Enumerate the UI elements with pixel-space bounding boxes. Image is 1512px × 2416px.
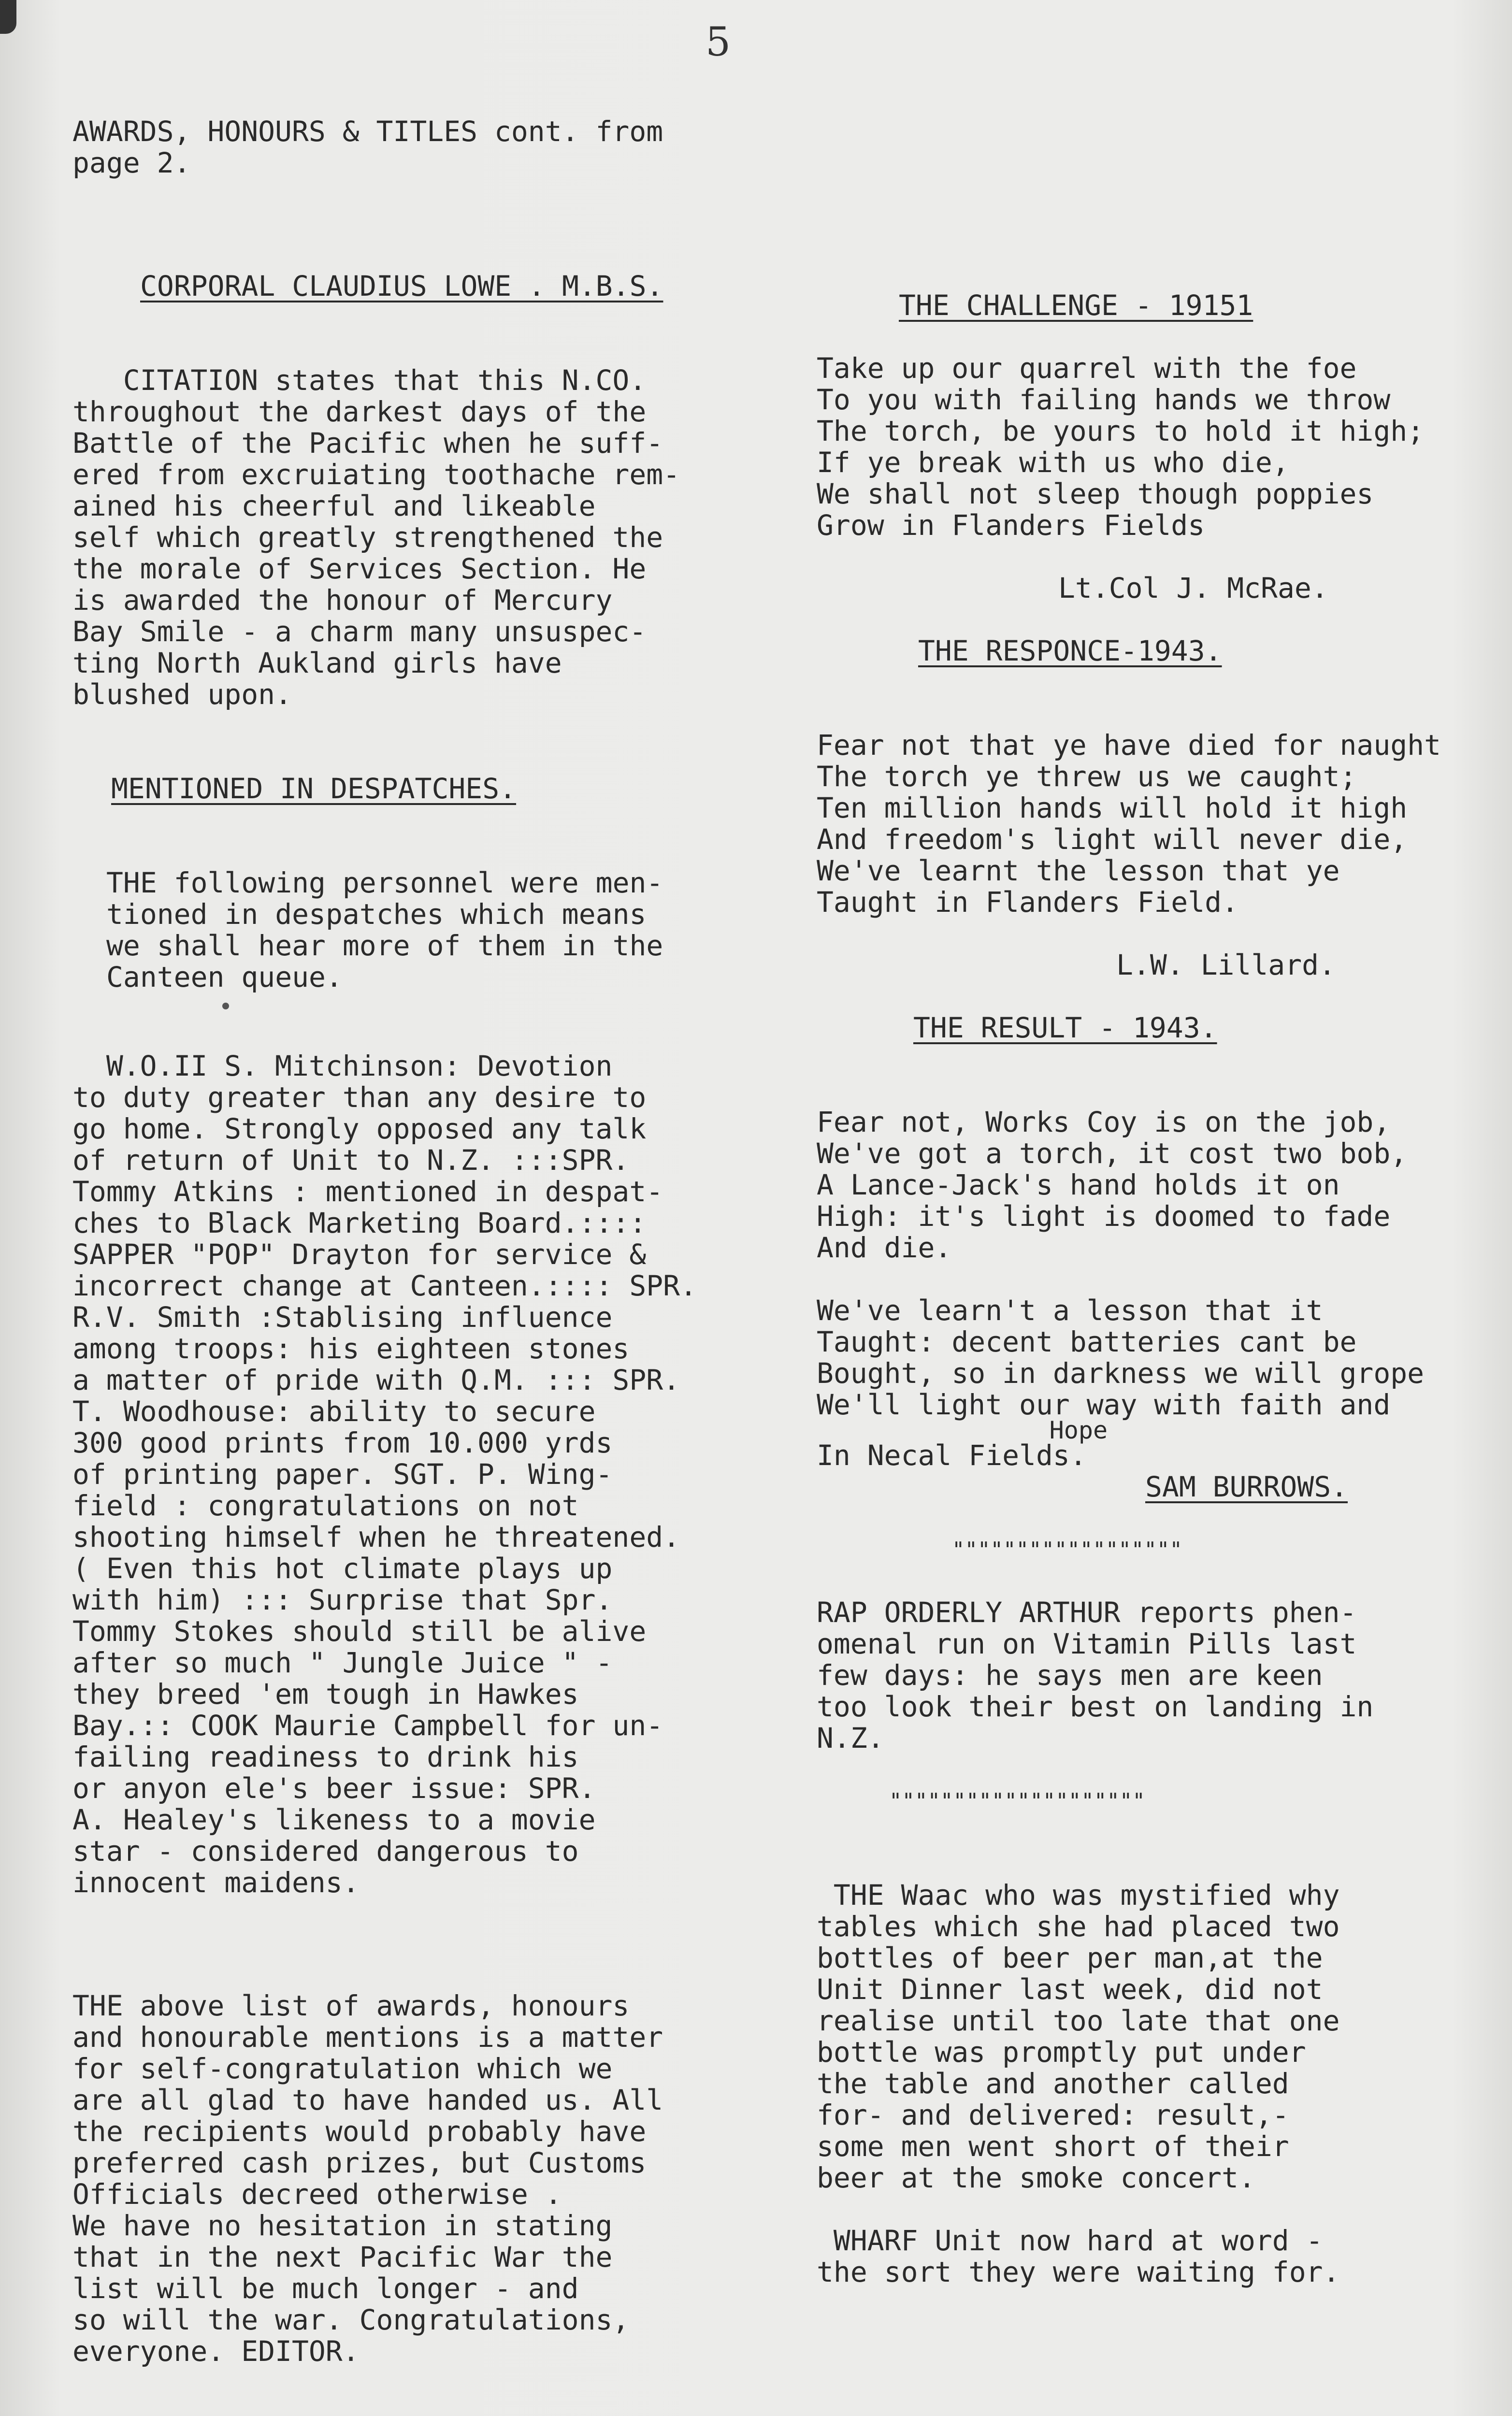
text-line: Unit Dinner last week, did not xyxy=(817,1973,1323,2006)
text-line: THE Waac who was mystified why xyxy=(817,1879,1340,1912)
text-line: that in the next Pacific War the xyxy=(72,2241,613,2273)
text-line: ered from excruiating toothache rem- xyxy=(72,458,680,491)
text-line: Tommy Atkins : mentioned in despat- xyxy=(72,1175,663,1208)
text-line: tables which she had placed two xyxy=(817,1910,1340,1943)
text-line: with him) ::: Surprise that Spr. xyxy=(72,1583,613,1616)
text-line: incorrect change at Canteen.:::: SPR. xyxy=(72,1269,697,1302)
text-line: the table and another called xyxy=(817,2067,1289,2100)
text-line: The torch ye threw us we caught; xyxy=(817,760,1357,793)
text-line: list will be much longer - and xyxy=(72,2272,579,2305)
text-line: Bought, so in darkness we will grope xyxy=(817,1357,1425,1390)
text-line: everyone. EDITOR. xyxy=(72,2335,360,2368)
right-column xyxy=(817,290,1498,2288)
text-line: Taught: decent batteries cant be xyxy=(817,1325,1357,1358)
text-line: bottle was promptly put under xyxy=(817,2036,1306,2069)
text-line: after so much " Jungle Juice " - xyxy=(72,1646,613,1679)
text-line: THE following personnel were men- xyxy=(106,866,663,899)
section-body-despatches-list xyxy=(72,1050,788,1898)
poem-body-responce xyxy=(817,730,1498,918)
poem-body-result-stanza-2 xyxy=(817,1295,1498,1471)
text-line: star - considered dangerous to xyxy=(72,1835,579,1868)
text-line: Take up our quarrel with the foe xyxy=(817,352,1357,385)
page-number: 5 xyxy=(706,19,731,65)
text-line: failing readiness to drink his xyxy=(72,1740,579,1773)
text-line: ( Even this hot climate plays up xyxy=(72,1552,613,1585)
item-rap-orderly xyxy=(817,1597,1498,1754)
intro-heading xyxy=(72,116,788,179)
text-line: we shall hear more of them in the xyxy=(106,929,663,962)
poem-title-responce: THE RESPONCE-1943. xyxy=(918,634,1222,667)
text-line: We've learn't a lesson that it xyxy=(817,1294,1323,1327)
text-line: self which greatly strengthened the xyxy=(72,521,663,554)
text-line: the recipients would probably have xyxy=(72,2115,647,2148)
text-line: Fear not, Works Coy is on the job, xyxy=(817,1106,1391,1138)
section-title-mentioned-in-despatches: MENTIONED IN DESPATCHES. xyxy=(111,772,517,805)
ink-dot xyxy=(222,1003,229,1009)
left-column xyxy=(72,116,788,2367)
text-line: WHARF Unit now hard at word - xyxy=(817,2224,1323,2257)
text-line: We shall not sleep though poppies xyxy=(817,477,1374,510)
text-line: for- and delivered: result,- xyxy=(817,2099,1289,2131)
text-line: ting North Aukland girls have xyxy=(72,647,562,679)
text-line: W.O.II S. Mitchinson: Devotion xyxy=(72,1050,613,1082)
item-wharf-unit xyxy=(817,2225,1498,2288)
text-line: And die. xyxy=(817,1231,952,1264)
text-line: R.V. Smith :Stablising influence xyxy=(72,1301,613,1334)
text-line: N.Z. xyxy=(817,1722,884,1754)
text-line: field : congratulations on not xyxy=(72,1489,579,1522)
text-line: blushed upon. xyxy=(72,678,292,711)
section-title-corporal-lowe: CORPORAL CLAUDIUS LOWE . M.B.S. xyxy=(140,270,663,302)
text-line: RAP ORDERLY ARTHUR reports phen- xyxy=(817,1596,1357,1629)
text-line: We've learnt the lesson that ye xyxy=(817,854,1340,887)
text-line: for self-congratulation which we xyxy=(72,2052,613,2085)
text-line: and honourable mentions is a matter xyxy=(72,2021,663,2054)
text-line: of return of Unit to N.Z. :::SPR. xyxy=(72,1144,630,1177)
text-line: few days: he says men are keen xyxy=(817,1659,1323,1692)
text-line: CITATION states that this N.CO. xyxy=(72,364,647,397)
separator-quotes: """""""""""""""""""" xyxy=(889,1789,1145,1813)
text-line: Taught in Flanders Field. xyxy=(817,886,1238,919)
text-line: beer at the smoke concert. xyxy=(817,2161,1255,2194)
text-line: some men went short of their xyxy=(817,2130,1289,2163)
text-line: or anyon ele's beer issue: SPR. xyxy=(72,1772,596,1805)
section-body-editor-note xyxy=(72,1990,788,2367)
text-line: Bay Smile - a charm many unsuspec- xyxy=(72,615,647,648)
text-line: among troops: his eighteen stones xyxy=(72,1332,630,1365)
text-line: Canteen queue. xyxy=(106,961,343,993)
text-line: High: it's light is doomed to fade xyxy=(817,1200,1391,1233)
text-line: The torch, be yours to hold it high; xyxy=(817,415,1425,447)
poem-body-challenge xyxy=(817,353,1498,541)
text-line: Bay.:: COOK Maurie Campbell for un- xyxy=(72,1709,663,1742)
text-line: ained his cheerful and likeable xyxy=(72,489,596,522)
text-line: are all glad to have handed us. All xyxy=(72,2084,663,2116)
text-line: bottles of beer per man,at the xyxy=(817,1941,1323,1974)
text-line: Grow in Flanders Fields xyxy=(817,509,1205,542)
text-line: A Lance-Jack's hand holds it on xyxy=(817,1168,1340,1201)
text-line: go home. Strongly opposed any talk xyxy=(72,1112,647,1145)
corner-staple-mark xyxy=(0,0,16,34)
text-line: To you with failing hands we throw xyxy=(817,383,1391,416)
text-line: 300 good prints from 10.000 yrds xyxy=(72,1426,613,1459)
poem-title-challenge: THE CHALLENGE - 19151 xyxy=(899,289,1253,322)
text-line: to duty greater than any desire to xyxy=(72,1081,647,1114)
intro-line: AWARDS, HONOURS & TITLES cont. from xyxy=(72,115,663,148)
text-line: Tommy Stokes should still be alive xyxy=(72,1615,647,1648)
text-line: throughout the darkest days of the xyxy=(72,395,647,428)
text-line: so will the war. Congratulations, xyxy=(72,2303,630,2336)
text-line: Ten million hands will hold it high xyxy=(817,791,1408,824)
text-line: We'll light our way with faith and xyxy=(817,1388,1391,1421)
text-line: shooting himself when he threatened. xyxy=(72,1521,680,1553)
poem-body-result xyxy=(817,1107,1498,1264)
text-line: tioned in despatches which means xyxy=(106,898,647,931)
poem-signature-lillard: L.W. Lillard. xyxy=(1116,949,1336,981)
text-line: is awarded the honour of Mercury xyxy=(72,584,613,617)
text-line: A. Healey's likeness to a movie xyxy=(72,1803,596,1836)
text-line: THE above list of awards, honours xyxy=(72,1989,630,2022)
text-line: preferred cash prizes, but Customs xyxy=(72,2146,647,2179)
text-line: We've got a torch, it cost two bob, xyxy=(817,1137,1408,1170)
text-line: If ye break with us who die, xyxy=(817,446,1289,479)
poem-signature-mcrae: Lt.Col J. McRae. xyxy=(1058,572,1328,604)
text-line: T. Woodhouse: ability to secure xyxy=(72,1395,596,1428)
poem-title-result: THE RESULT - 1943. xyxy=(913,1011,1217,1044)
text-line: Battle of the Pacific when he suff- xyxy=(72,427,663,460)
text-line: the morale of Services Section. He xyxy=(72,552,647,585)
text-line: We have no hesitation in stating xyxy=(72,2209,613,2242)
text-line: SAPPER "POP" Drayton for service & xyxy=(72,1238,647,1271)
text-line: realise until too late that one xyxy=(817,2004,1340,2037)
text-line: a matter of pride with Q.M. ::: SPR. xyxy=(72,1364,680,1396)
text-line: they breed 'em tough in Hawkes xyxy=(72,1678,579,1711)
text-line: And freedom's light will never die, xyxy=(817,823,1408,856)
section-body-corporal-lowe xyxy=(72,365,788,710)
separator-quotes: """""""""""""""""" xyxy=(952,1538,1182,1562)
item-waac xyxy=(817,1880,1498,2194)
text-line: In Necal Fields. xyxy=(817,1439,1087,1472)
text-line: omenal run on Vitamin Pills last xyxy=(817,1627,1357,1660)
text-line: Hope xyxy=(817,1416,1108,1444)
text-line: Officials decreed otherwise . xyxy=(72,2178,562,2211)
text-line: innocent maidens. xyxy=(72,1866,360,1899)
poem-signature-burrows: SAM BURROWS. xyxy=(1145,1470,1348,1503)
text-line: Fear not that ye have died for naught xyxy=(817,729,1441,762)
section-body-despatches-intro xyxy=(72,867,788,993)
text-line: ches to Black Marketing Board.:::: xyxy=(72,1207,647,1239)
text-line: the sort they were waiting for. xyxy=(817,2256,1340,2288)
intro-line: page 2. xyxy=(72,146,191,179)
text-line: of printing paper. SGT. P. Wing- xyxy=(72,1458,613,1491)
text-line: too look their best on landing in xyxy=(817,1690,1374,1723)
